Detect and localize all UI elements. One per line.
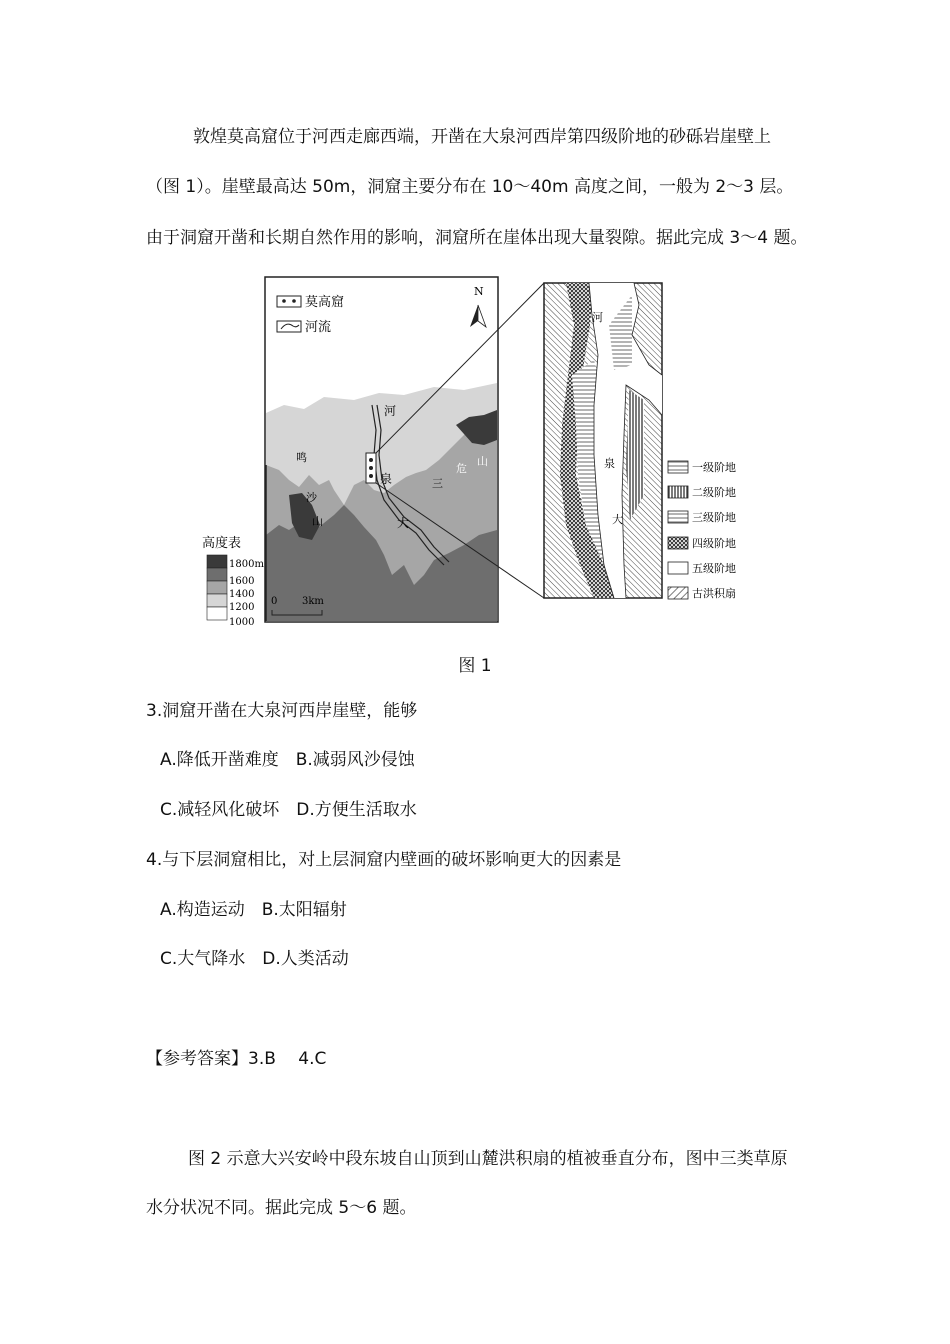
inset-label-da: 大: [612, 513, 623, 526]
inset-terrace-map: [544, 283, 662, 598]
inset-label-he: 河: [592, 311, 603, 324]
svg-text:N: N: [474, 285, 484, 298]
svg-text:高度表: 高度表: [202, 536, 242, 551]
svg-text:古洪积扇: 古洪积扇: [692, 587, 736, 600]
svg-text:1600: 1600: [229, 576, 255, 587]
elevation-legend: [202, 535, 264, 628]
figure-1-caption: 图 1: [458, 656, 492, 676]
svg-text:1800m: 1800m: [229, 559, 264, 570]
map-label-he: 河: [384, 404, 397, 418]
map-label-shan2: 山: [477, 455, 488, 468]
question-3-stem: 3.洞窟开凿在大泉河西岸崖壁，能够: [146, 701, 418, 721]
map-label-sha: 沙: [306, 491, 317, 504]
figure-1-map: [194, 265, 757, 637]
svg-text:1400: 1400: [229, 589, 255, 600]
svg-text:一级阶地: 一级阶地: [692, 461, 736, 474]
map-label-shan: 山: [312, 515, 323, 528]
intro-line-1: 敦煌莫高窟位于河西走廊西端，开凿在大泉河西岸第四级阶地的砂砾岩崖壁上: [193, 127, 771, 147]
svg-text:五级阶地: 五级阶地: [692, 562, 736, 575]
map-label-quan: 泉: [380, 472, 393, 486]
legend-river-label: 河流: [305, 320, 332, 335]
question-3-options-ab: A.降低开凿难度 B.减弱风沙侵蚀: [160, 750, 415, 770]
question-4-stem: 4.与下层洞窟相比，对上层洞窟内壁画的破坏影响更大的因素是: [146, 850, 622, 870]
intro2-line-1: 图 2 示意大兴安岭中段东坡自山顶到山麓洪积扇的植被垂直分布，图中三类草原: [188, 1149, 788, 1169]
svg-text:1000: 1000: [229, 617, 255, 628]
main-map: [265, 277, 498, 622]
svg-text:四级阶地: 四级阶地: [692, 537, 736, 550]
question-4-options-cd: C.大气降水 D.人类活动: [160, 949, 349, 969]
intro-line-2: （图 1）。崖壁最高达 50m，洞窟主要分布在 10～40m 高度之间，一般为 2～3 层。: [146, 177, 794, 197]
map-label-da: 大: [397, 516, 410, 530]
legend-cave-label: 莫高窟: [305, 295, 345, 310]
terrace-legend: [668, 460, 736, 600]
map-label-ming: 鸣: [296, 451, 307, 464]
svg-text:1200: 1200: [229, 602, 255, 613]
intro-line-3: 由于洞窟开凿和长期自然作用的影响，洞窟所在崖体出现大量裂隙。据此完成 3～4 题。: [146, 228, 808, 248]
map-label-wei: 危: [456, 462, 467, 475]
svg-text:二级阶地: 二级阶地: [692, 486, 736, 499]
reference-answer: 【参考答案】3.B 4.C: [146, 1049, 327, 1069]
scale-km: 3km: [302, 596, 324, 607]
intro2-line-2: 水分状况不同。据此完成 5～6 题。: [146, 1198, 417, 1218]
question-3-options-cd: C.减轻风化破坏 D.方便生活取水: [160, 800, 417, 820]
map-label-san: 三: [432, 477, 443, 490]
question-4-options-ab: A.构造运动 B.太阳辐射: [160, 900, 347, 920]
inset-label-quan: 泉: [604, 457, 615, 470]
scale-zero: 0: [271, 596, 278, 607]
svg-text:三级阶地: 三级阶地: [692, 511, 736, 524]
